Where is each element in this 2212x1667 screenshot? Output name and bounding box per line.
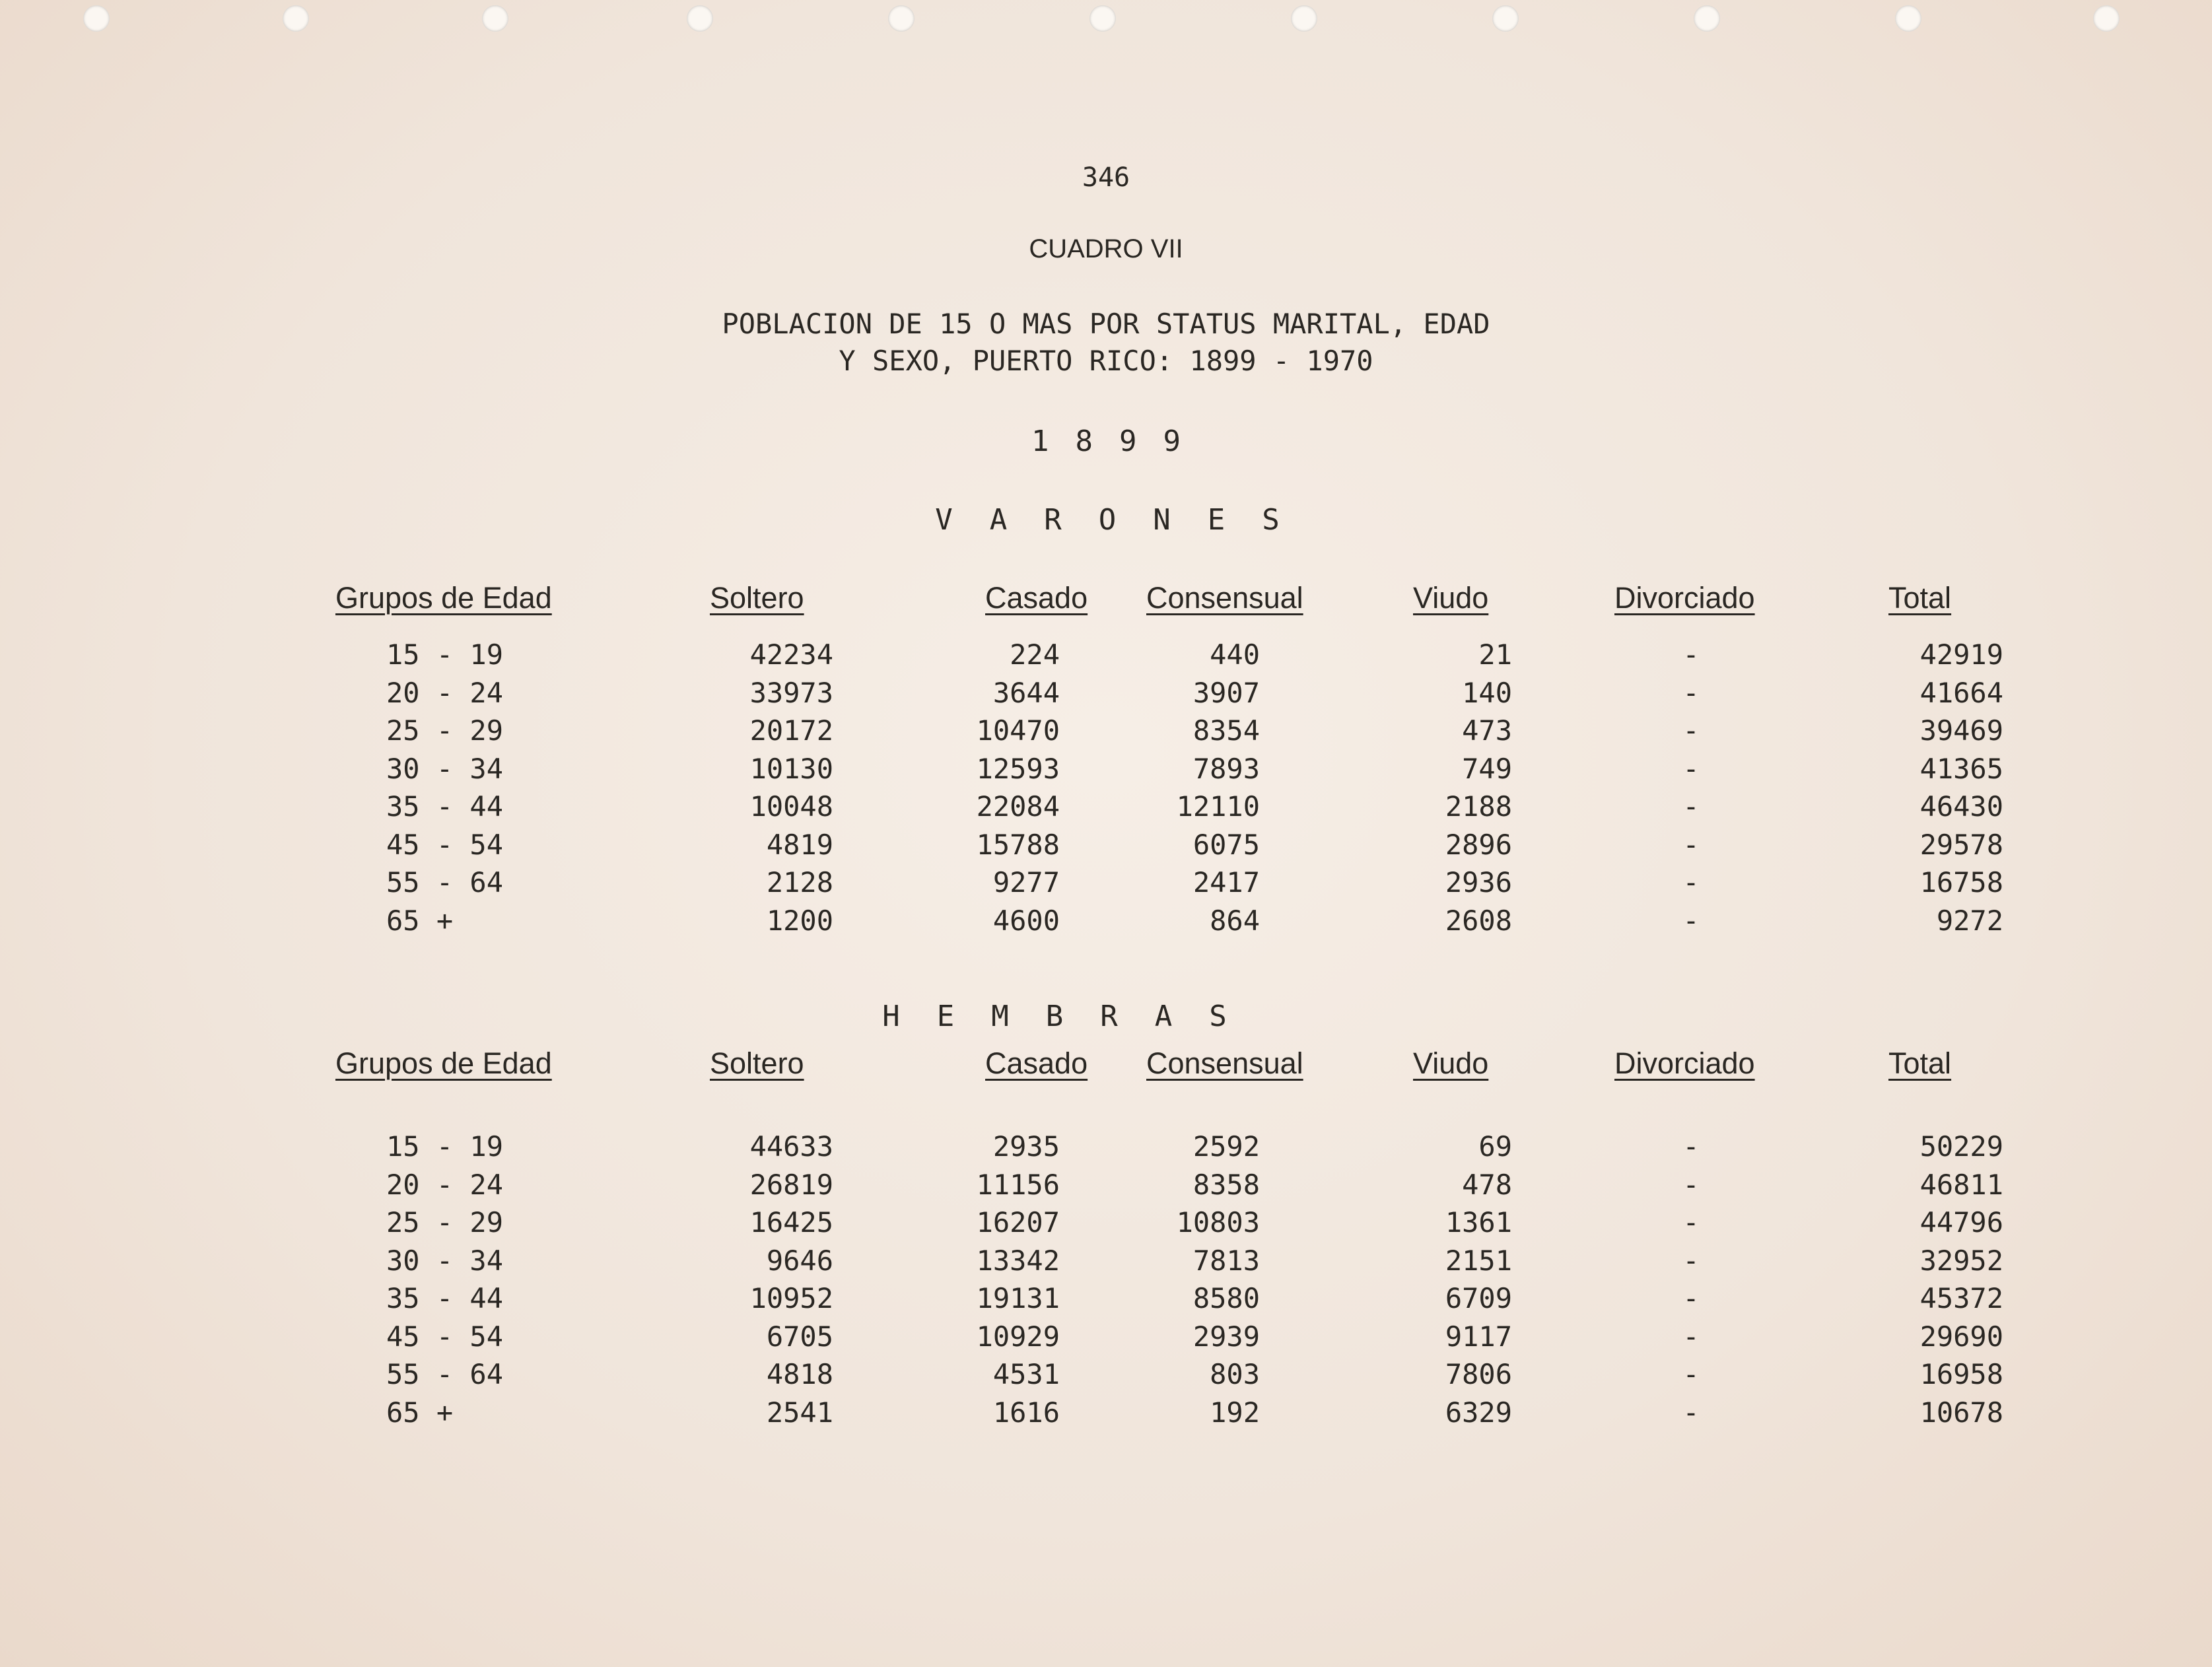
cell-total: 16758: [1919, 866, 2003, 899]
cell-viudo: 1361: [1445, 1206, 1512, 1239]
cell-viudo: 2896: [1445, 828, 1512, 861]
cell-divorciado: -: [1682, 828, 1700, 861]
cell-casado: 10929: [976, 1320, 1060, 1353]
cell-soltero: 20172: [749, 714, 833, 747]
binder-hole: [888, 5, 915, 32]
cell-consensual: 2417: [1192, 866, 1260, 899]
header-viudo: Viudo: [1413, 581, 1489, 615]
cell-total: 42919: [1919, 638, 2003, 671]
year-heading: 1899: [1031, 425, 1207, 458]
cell-casado: 4531: [992, 1358, 1060, 1390]
cell-casado: 1616: [992, 1396, 1060, 1429]
cell-casado: 11156: [976, 1168, 1060, 1201]
cell-divorciado: -: [1682, 904, 1700, 937]
cell-soltero: 44633: [749, 1130, 833, 1163]
binder-hole: [687, 5, 713, 32]
cell-casado: 224: [1010, 638, 1060, 671]
cell-casado: 10470: [976, 714, 1060, 747]
cell-soltero: 2541: [766, 1396, 833, 1429]
cell-soltero: 16425: [749, 1206, 833, 1239]
cell-casado: 9277: [992, 866, 1060, 899]
cell-total: 46811: [1919, 1168, 2003, 1201]
header-viudo: Viudo: [1413, 1046, 1489, 1080]
cell-soltero: 10130: [749, 752, 833, 785]
cell-consensual: 2939: [1192, 1320, 1260, 1353]
cell-viudo: 2188: [1445, 790, 1512, 823]
cell-divorciado: -: [1682, 1244, 1700, 1277]
cell-age: 30 - 34: [386, 752, 504, 785]
page-number: 346: [1082, 162, 1130, 193]
cell-age: 20 - 24: [386, 676, 504, 709]
table-title-line-1: POBLACION DE 15 O MAS POR STATUS MARITAL, EDAD: [722, 308, 1490, 340]
cell-consensual: 10803: [1176, 1206, 1260, 1239]
cell-casado: 15788: [976, 828, 1060, 861]
cell-soltero: 33973: [749, 676, 833, 709]
header-consensual: Consensual: [1146, 581, 1303, 615]
cell-age: 65 +: [386, 904, 454, 937]
cell-total: 50229: [1919, 1130, 2003, 1163]
cell-consensual: 7813: [1192, 1244, 1260, 1277]
cell-divorciado: -: [1682, 1206, 1700, 1239]
cell-age: 35 - 44: [386, 1282, 504, 1314]
cell-divorciado: -: [1682, 1358, 1700, 1390]
header-total: Total: [1888, 1046, 1952, 1080]
cell-casado: 2935: [992, 1130, 1060, 1163]
cell-divorciado: -: [1682, 1168, 1700, 1201]
cell-viudo: 69: [1478, 1130, 1512, 1163]
cell-age: 55 - 64: [386, 1358, 504, 1390]
cell-age: 45 - 54: [386, 1320, 504, 1353]
cell-casado: 4600: [992, 904, 1060, 937]
cell-total: 46430: [1919, 790, 2003, 823]
binder-hole: [2093, 5, 2120, 32]
cell-age: 15 - 19: [386, 1130, 504, 1163]
cell-total: 39469: [1919, 714, 2003, 747]
binder-hole: [1291, 5, 1317, 32]
cell-viudo: 478: [1462, 1168, 1512, 1201]
cell-age: 55 - 64: [386, 866, 504, 899]
cell-age: 25 - 29: [386, 714, 504, 747]
cell-soltero: 6705: [766, 1320, 833, 1353]
header-grupos-de-edad: Grupos de Edad: [335, 581, 552, 615]
cell-consensual: 2592: [1192, 1130, 1260, 1163]
cell-viudo: 21: [1478, 638, 1512, 671]
binder-hole: [1089, 5, 1116, 32]
header-total: Total: [1888, 581, 1952, 615]
cell-viudo: 2936: [1445, 866, 1512, 899]
cell-consensual: 8358: [1192, 1168, 1260, 1201]
cell-consensual: 12110: [1176, 790, 1260, 823]
cell-age: 20 - 24: [386, 1168, 504, 1201]
header-soltero: Soltero: [710, 1046, 804, 1080]
cell-soltero: 4819: [766, 828, 833, 861]
cell-soltero: 10952: [749, 1282, 833, 1314]
table-number: CUADRO VII: [1029, 234, 1183, 263]
cell-total: 29578: [1919, 828, 2003, 861]
cell-viudo: 140: [1462, 676, 1512, 709]
cell-consensual: 8580: [1192, 1282, 1260, 1314]
binder-hole: [1492, 5, 1519, 32]
cell-total: 29690: [1919, 1320, 2003, 1353]
cell-consensual: 7893: [1192, 752, 1260, 785]
cell-soltero: 26819: [749, 1168, 833, 1201]
cell-viudo: 9117: [1445, 1320, 1512, 1353]
cell-soltero: 42234: [749, 638, 833, 671]
binder-hole: [1694, 5, 1720, 32]
cell-age: 30 - 34: [386, 1244, 504, 1277]
cell-viudo: 2151: [1445, 1244, 1512, 1277]
cell-soltero: 10048: [749, 790, 833, 823]
cell-total: 32952: [1919, 1244, 2003, 1277]
cell-casado: 22084: [976, 790, 1060, 823]
cell-soltero: 2128: [766, 866, 833, 899]
cell-age: 65 +: [386, 1396, 454, 1429]
cell-consensual: 864: [1210, 904, 1260, 937]
header-divorciado: Divorciado: [1614, 1046, 1755, 1080]
hembras-section-label: HEMBRAS: [882, 1000, 1264, 1033]
cell-divorciado: -: [1682, 1282, 1700, 1314]
cell-viudo: 6329: [1445, 1396, 1512, 1429]
binder-holes: [0, 0, 2212, 40]
cell-age: 35 - 44: [386, 790, 504, 823]
cell-divorciado: -: [1682, 752, 1700, 785]
cell-casado: 3644: [992, 676, 1060, 709]
cell-consensual: 192: [1210, 1396, 1260, 1429]
cell-divorciado: -: [1682, 1320, 1700, 1353]
cell-age: 45 - 54: [386, 828, 504, 861]
cell-total: 10678: [1919, 1396, 2003, 1429]
cell-total: 9272: [1936, 904, 2003, 937]
binder-hole: [283, 5, 309, 32]
cell-divorciado: -: [1682, 866, 1700, 899]
cell-age: 25 - 29: [386, 1206, 504, 1239]
header-casado: Casado: [985, 581, 1088, 615]
header-grupos-de-edad: Grupos de Edad: [335, 1046, 552, 1080]
cell-casado: 12593: [976, 752, 1060, 785]
cell-casado: 16207: [976, 1206, 1060, 1239]
cell-viudo: 6709: [1445, 1282, 1512, 1314]
cell-consensual: 3907: [1192, 676, 1260, 709]
cell-total: 16958: [1919, 1358, 2003, 1390]
cell-casado: 19131: [976, 1282, 1060, 1314]
cell-consensual: 8354: [1192, 714, 1260, 747]
cell-casado: 13342: [976, 1244, 1060, 1277]
cell-total: 45372: [1919, 1282, 2003, 1314]
cell-divorciado: -: [1682, 676, 1700, 709]
binder-hole: [482, 5, 508, 32]
cell-soltero: 1200: [766, 904, 833, 937]
cell-divorciado: -: [1682, 714, 1700, 747]
cell-divorciado: -: [1682, 1130, 1700, 1163]
varones-section-label: VARONES: [935, 503, 1317, 537]
cell-divorciado: -: [1682, 1396, 1700, 1429]
cell-viudo: 2608: [1445, 904, 1512, 937]
cell-divorciado: -: [1682, 638, 1700, 671]
table-title-line-2: Y SEXO, PUERTO RICO: 1899 - 1970: [839, 345, 1373, 377]
header-consensual: Consensual: [1146, 1046, 1303, 1080]
cell-total: 41365: [1919, 752, 2003, 785]
cell-consensual: 803: [1210, 1358, 1260, 1390]
cell-soltero: 4818: [766, 1358, 833, 1390]
cell-total: 41664: [1919, 676, 2003, 709]
header-casado: Casado: [985, 1046, 1088, 1080]
cell-viudo: 7806: [1445, 1358, 1512, 1390]
cell-soltero: 9646: [766, 1244, 833, 1277]
cell-age: 15 - 19: [386, 638, 504, 671]
header-divorciado: Divorciado: [1614, 581, 1755, 615]
cell-consensual: 440: [1210, 638, 1260, 671]
header-soltero: Soltero: [710, 581, 804, 615]
binder-hole: [83, 5, 110, 32]
cell-divorciado: -: [1682, 790, 1700, 823]
cell-total: 44796: [1919, 1206, 2003, 1239]
cell-viudo: 749: [1462, 752, 1512, 785]
cell-consensual: 6075: [1192, 828, 1260, 861]
cell-viudo: 473: [1462, 714, 1512, 747]
binder-hole: [1895, 5, 1921, 32]
